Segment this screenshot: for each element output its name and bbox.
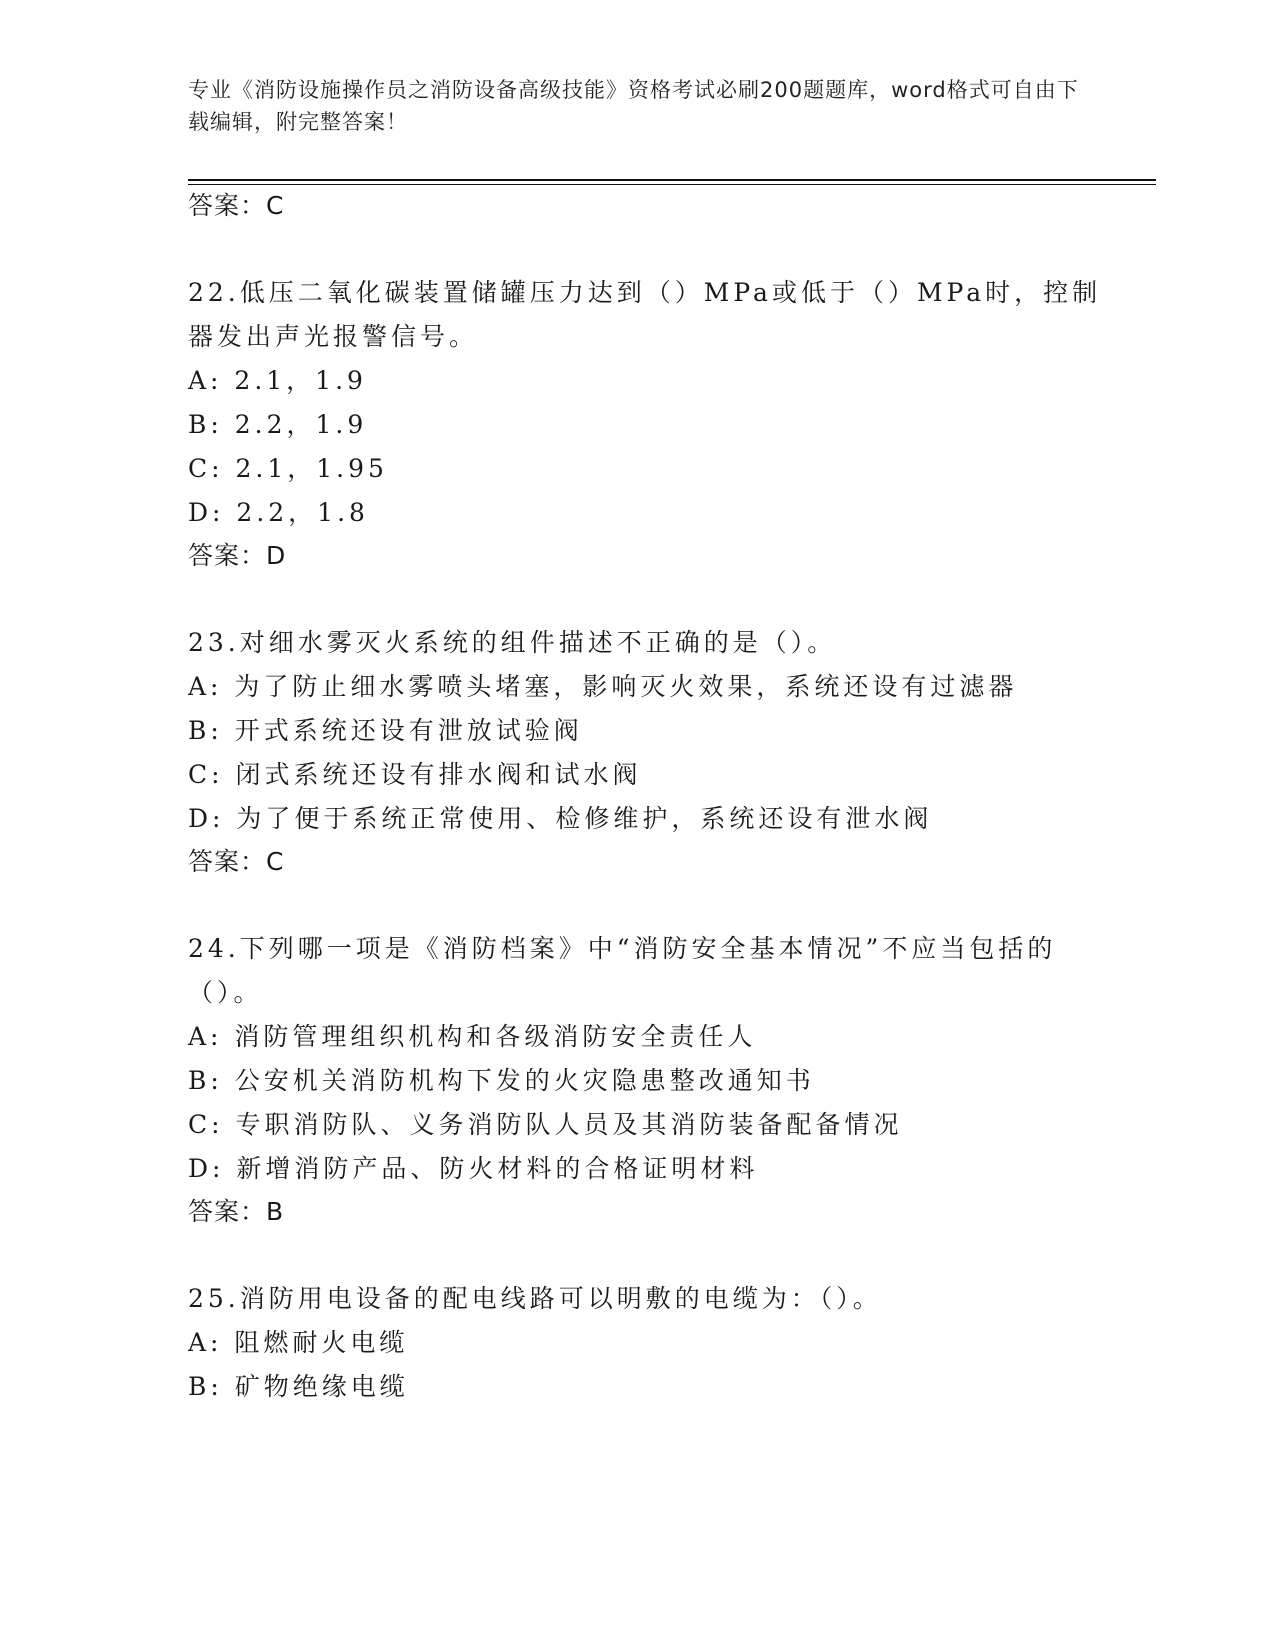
question-25-option-a: A: 阻燃耐火电缆 (188, 1328, 409, 1357)
question-23-option-a: A: 为了防止细水雾喷头堵塞，影响灭火效果，系统还设有过滤器 (188, 672, 1018, 701)
question-24-stem-line-1: 24.下列哪一项是《消防档案》中“消防安全基本情况”不应当包括的 (188, 934, 1057, 963)
question-23-answer: 答案：C (188, 847, 285, 876)
question-24-option-c: C: 专职消防队、义务消防队人员及其消防装备配备情况 (188, 1110, 903, 1139)
question-24-stem-line-2: （）。 (188, 978, 263, 1007)
question-24-option-a: A: 消防管理组织机构和各级消防安全责任人 (188, 1022, 757, 1051)
question-22-answer: 答案：D (188, 541, 287, 570)
question-22-option-d: D: 2.2，1.8 (188, 498, 369, 527)
header-rule-thin (188, 184, 1156, 185)
document-header: 专业《消防设施操作员之消防设备高级技能》资格考试必刷200题题库，word格式可自由下载编辑，附完整答案！ (188, 78, 1079, 134)
question-24-option-b: B: 公安机关消防机构下发的火灾隐患整改通知书 (188, 1066, 815, 1095)
question-22-option-b: B: 2.2，1.9 (188, 410, 368, 439)
header-rule-thick (188, 179, 1156, 181)
question-24-option-d: D: 新增消防产品、防火材料的合格证明材料 (188, 1154, 759, 1183)
previous-answer: 答案：C (188, 191, 285, 220)
question-22-stem-line-2: 器发出声光报警信号。 (188, 322, 479, 351)
question-25-option-b: B: 矿物绝缘电缆 (188, 1372, 409, 1401)
question-23-option-c: C: 闭式系统还设有排水阀和试水阀 (188, 760, 642, 789)
question-22-option-a: A: 2.1，1.9 (188, 366, 367, 395)
question-25-stem-line-1: 25.消防用电设备的配电线路可以明敷的电缆为：（）。 (188, 1284, 882, 1313)
question-22-stem-line-1: 22.低压二氧化碳装置储罐压力达到（）MPa或低于（）MPa时，控制 (188, 278, 1102, 307)
question-22-option-c: C: 2.1，1.95 (188, 454, 388, 483)
question-23-option-d: D: 为了便于系统正常使用、检修维护，系统还设有泄水阀 (188, 804, 933, 833)
question-23-option-b: B: 开式系统还设有泄放试验阀 (188, 716, 583, 745)
question-24-answer: 答案：B (188, 1197, 285, 1226)
question-23-stem-line-1: 23.对细水雾灭火系统的组件描述不正确的是（）。 (188, 628, 837, 657)
